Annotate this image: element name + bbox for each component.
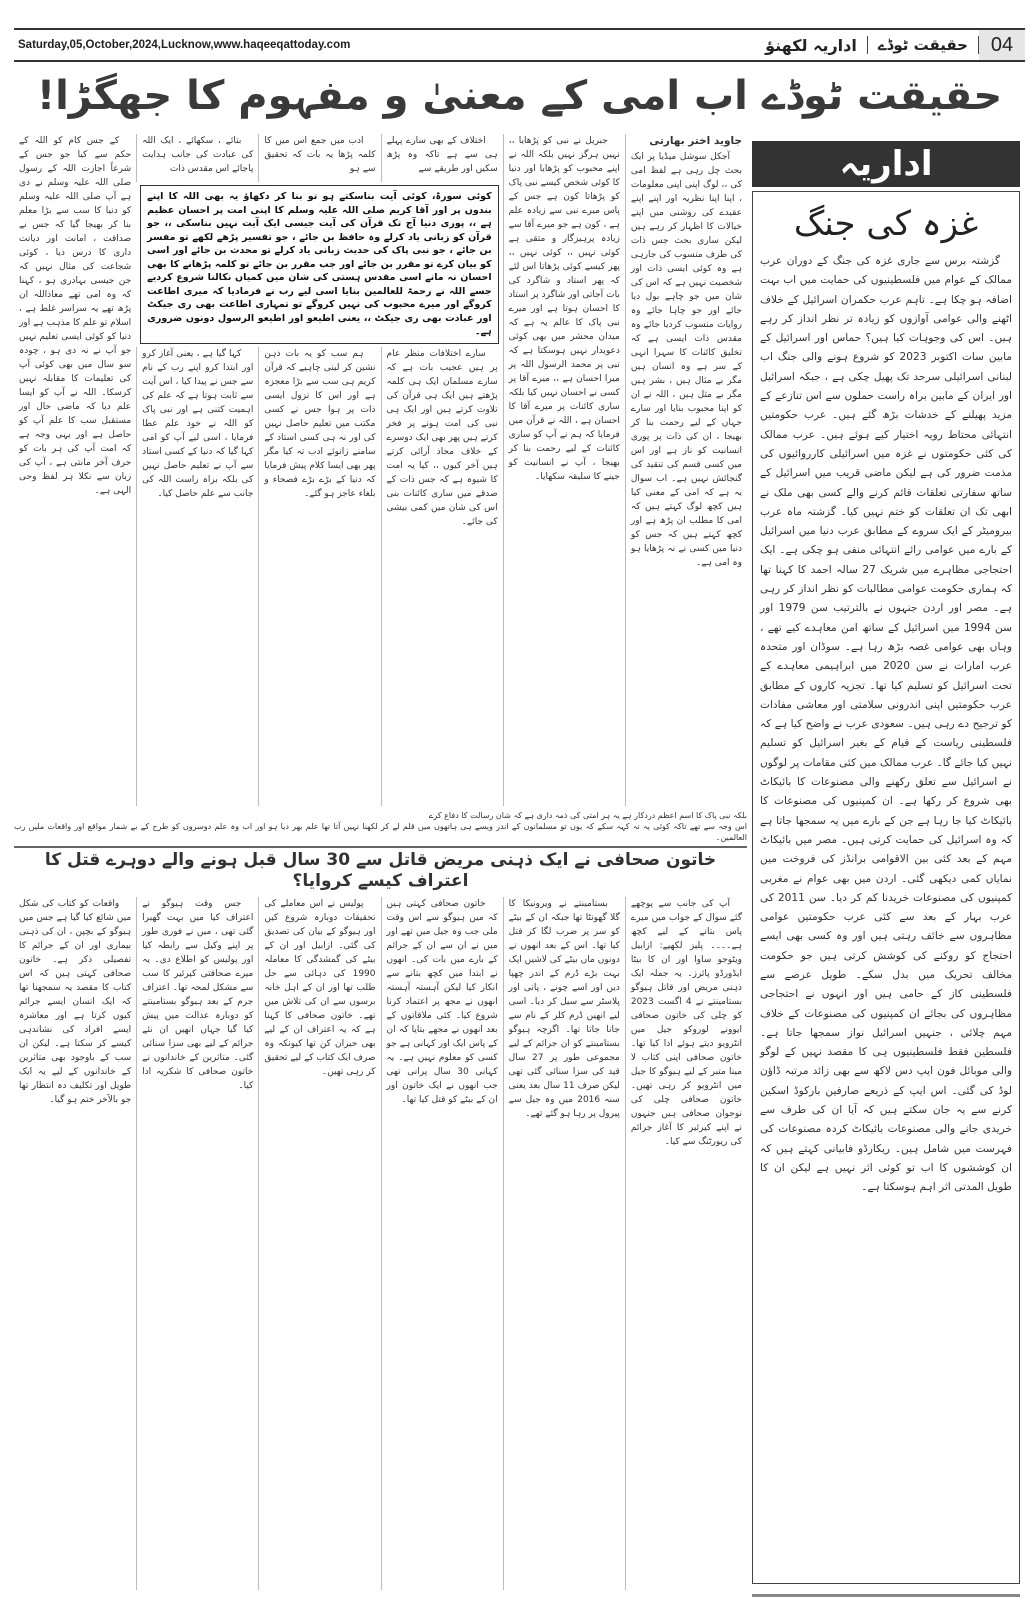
- article-text: سارے اختلافات منظر عام پر ہیں عجیب بات ہے کہ سارے مسلمان ایک ہی کلمہ پڑھتے ہیں ایک ہی قرآن کی تلاوت کرتے ہیں اور ایک ہی نبی کی امت ہونے پر فخر کرتے ہیں پھر بھی ایک دوسرے کے خلاف محاذ آرائی کرتے ہیں آخر کیوں ،، کیا یہ امت کا شیوہ ہے کہ جس ذات کے صدقے میں ساری کائنات بنی اس کی شان میں کمی بیشی کی جائے۔: [386, 348, 498, 527]
- article-column: [381, 897, 503, 1590]
- article-tail-line: اس وجہ سے تھے تاکہ کوئی یہ نہ کہہ سکے کہ یوں تو مسلمانوں کے اندر ویسے ہی ہاتھوں میں قلم لے کر لکھنا نہیں آتا تھا علم بھر دیا ہو اور اب وہ علم دوسروں کو طرح کے بے شمار مواقع اور واقعات ملیں رب العالمین۔: [14, 822, 747, 842]
- section-name: اداریہ لکھنؤ: [765, 35, 857, 55]
- article-column: [625, 134, 747, 806]
- article-column: [381, 347, 503, 807]
- article-text: ہم سب کو یہ بات ذہن نشین کر لینی چاہیے کہ قرآن کریم ہی سب سے بڑا معجزہ ہے اور اس کا نزول ایسی ذات پر ہوا جس نے کسی مکتب میں تعلیم حاصل نہیں کی اور نہ ہی کسی استاد کے سامنے زانوئے ادب تہ کیا مگر پھر بھی ایسا کلام پیش فرمایا کہ دنیا کے بڑے بڑے فصحاء و بلغاء عاجز ہو گئے۔: [264, 348, 376, 499]
- article-text: جس وقت ہیوگو نے اعتراف کیا میں بہت گھبرا گئی تھی ، میں نے فوری طور پر اپنے وکیل سے رابطہ کیا اور پولیس کو اطلاع دی۔ یہ میرے صحافتی کیرئیر کا سب سے مشکل لمحہ تھا۔ اعتراف جرم کے بعد ہیوگو بستامینتے کو دوبارہ عدالت میں پیش کیا گیا جہاں انھیں ان نئے جرائم کے لیے بھی سزا سنائی گئی۔ متاثرین کے خاندانوں نے خاتون صحافی کا شکریہ ادا کیا۔: [142, 899, 254, 1091]
- article-text: خاتون صحافی کہتی ہیں کہ میں ہیوگو سے اس وقت ملی جب وہ جیل میں تھے اور میں نے ان سے ان کے جرائم کے بارے میں بات کی۔ انھوں نے ابتدا میں کچھ بتانے سے انکار کیا لیکن آہستہ آہستہ انھوں نے مجھ پر اعتماد کرنا شروع کیا۔ کئی ملاقاتوں کے بعد انھوں نے مجھے بتایا کہ ان کے پاس ایک اور کہانی ہے جو کسی کو معلوم نہیں ہے۔ یہ کہانی 30 سال پرانی تھی جب انھوں نے ایک خاتون اور ان کے بیٹے کو قتل کیا تھا۔: [386, 899, 498, 1105]
- article-text: واقعات کو کتاب کی شکل میں شائع کیا گیا ہے جس میں ہیوگو کے بچپن ، ان کی ذہنی بیماری اور ان کے جرائم کا تفصیلی ذکر ہے۔ خاتون صحافی کہتی ہیں کہ اس کتاب کا مقصد یہ سمجھنا تھا کہ ایک انسان ایسے جرائم کیوں کرتا ہے اور معاشرہ ایسے افراد کی نشاندہی کیسے کر سکتا ہے۔ لیکن ان سب کے باوجود بھی متاثرین کے خاندانوں کے لیے یہ ایک طویل اور تکلیف دہ انتظار تھا جو بالآخر ختم ہو گیا۔: [19, 899, 132, 1105]
- editorial-title: غزہ کی جنگ: [793, 204, 979, 244]
- section-divider: [14, 846, 747, 848]
- byline: جاوید اختر بھارتی: [649, 135, 742, 147]
- pull-quote-box: کوئی سورۃ، کوئی آیت بناسکتے ہو تو بنا کر دکھاؤ یہ بھی اللہ کا اپنے بندوں پر اور آقا کریم صلی اللہ علیہ وسلم کا اپنی امت پر احسان عظیم ہے ،، پوری دنیا آج تک قرآن کی آیت جیسی ایک آیت نہیں بناسکی ،، جو قرآن کو زبانی یاد کرلے وہ حافظ بن جائے ، جو تفسیر پڑھے لکھے تو مفسر بن جائے ، جو نبی پاک کی حدیث زبانی یاد کرلے تو محدث بن جائے اور اسی کو بیان کرے تو مقرر بن جائے اور جب مقرر بن جائے تو کلمہ پڑھانے کا بھی احسان نہ مانے اسی مقدس ہستی کی شان میں کمیاں نکالنا شروع کردیے جسے اللہ نے رحمۃ للعالمین بنایا اسی لیے رب نے فرمادیا کہ میری اطاعت کروگے اور میرے محبوب کی نہیں کروگے تو تمہاری اطاعت بھی ری جیکٹ اور عبادت بھی ری جیکٹ ،، یعنی اطیعو اور اطیعو الرسول دونوں ضروری ہے۔: [140, 185, 499, 344]
- article-column-top: [136, 134, 258, 182]
- article-text: پولیس نے اس معاملے کی تحقیقات دوبارہ شروع کیں اور ہیوگو کے بیان کی تصدیق کی گئی۔ ازابیل اور ان کے بیٹے کی گمشدگی کا معاملہ 1990 کی دہائی سے حل طلب تھا اور ان کے اہل خانہ برسوں سے ان کی تلاش میں تھے۔ خاتون صحافی کا کہنا ہے کہ یہ اعتراف ان کے لیے بھی حیران کن تھا کیونکہ وہ صرف ایک کتاب کے لیے تحقیق کر رہی تھیں۔: [264, 899, 376, 1077]
- newspaper-logo: حقیقت ٹوڈے: [867, 36, 979, 54]
- article-text: گزشتہ برس سے جاری غزہ کی جنگ کے دوران عرب ممالک کے عوام میں فلسطینیوں کی حمایت میں اب بہت اضافہ ہو چکا ہے۔ تاہم عرب حکمران اسرائیل کے خلاف اٹھنے والی عوامی آوازوں کو زیادہ تر نظر انداز کر رہے ہیں۔ اس کی وجوہات کیا ہیں؟ حماس اور اسرائیل کے مابین سات اکتوبر 2023 کو شروع ہونے والی جنگ اب لبنانی اسرائیلی سرحد تک پھیل چکی ہے ، جبکہ اسرائیل اور ایران کے مابین براہ راست حملوں سے اس تنازعے کے مزید پھیلنے کے خدشات بڑھ گئے ہیں۔ عرب حکومتیں انتہائی محتاط رویہ اختیار کیے ہوئے ہیں۔ عرب ممالک کی کئی حکومتوں نے غزہ میں اسرائیلی کارروائیوں کی مذمت ضرور کی ہے لیکن ماضی قریب میں اسرائیل کے ساتھ سفارتی تعلقات قائم کرنے والے کسی بھی ملک نے ابھی تک ان تعلقات کو ختم نہیں کیا۔ گزشتہ ماہ عرب بیرومیٹر کے ایک سروے کے مطابق عرب دنیا میں اسرائیل کے بارے میں عوامی رائے انتہائی منفی ہو چکی ہے۔ ایک احتجاجی مظاہرے میں شریک 27 سالہ احمد کا کہنا تھا کہ ہماری حکومت عوامی مطالبات کو نظر انداز کر رہی ہے۔ مصر اور اردن جنہوں نے بالترتیب سن 1979 اور سن 1994 میں اسرائیل کے ساتھ امن معاہدے کیے تھے ، وہاں بھی عوامی غصہ بڑھ رہا ہے۔ سوڈان اور متحدہ عرب امارات نے سن 2020 میں ابراہیمی معاہدے کے تحت اسرائیل کو تسلیم کیا تھا۔ تجزیہ کاروں کے مطابق عرب حکومتیں اپنی اندرونی سلامتی اور معاشی مفادات کو ترجیح دے رہی ہیں۔ سعودی عرب نے واضح کیا ہے کہ فلسطینی ریاست کے قیام کے بغیر اسرائیل کو تسلیم نہیں کیا جائے گا۔ عرب ممالک میں کئی مقامات پر لوگوں نے اسرائیل سے تعلق رکھنے والی مصنوعات کا بائیکاٹ بھی شروع کر رکھا ہے۔ ان کمپنیوں کی مصنوعات کا بائیکاٹ کیا جا رہا ہے جن کے بارے میں یہ سمجھا جاتا ہے کہ وہ اسرائیل کی حمایت کرتی ہیں۔ مصر میں بائیکاٹ مہم کے بعد کئی بین الاقوامی برانڈز کی فروخت میں نمایاں کمی دیکھی گئی۔ اردن میں بھی عوام نے مغربی کمپنیوں کی مصنوعات خریدنا کم کر دیا۔ سن 2011 کی عرب بہار کے بعد سے کئی عرب حکومتیں عوامی مظاہروں سے خائف رہتی ہیں اور وہ کسی بھی ایسے احتجاج کو روکنے کی کوشش کرتی ہیں جو حکومت مخالف تحریک میں بدل سکے۔ طویل عرصے سے فلسطینی کاز کے حامی ہیں اور انہوں نے احتجاجی مظاہروں کی بجائے ان کمپنیوں کی مصنوعات کے خلاف مہم چلائی ، جنہیں اسرائیل نواز سمجھا جاتا ہے۔ فلسطین فقط فلسطینیوں ہی کا مقصد نہیں کے لوگو والی موبائل فون ایپ دس لاکھ سے بھی زائد مرتبہ ڈاؤن لوڈ کی گئی۔ اس ایپ کے ذریعے صارفین بارکوڈ اسکین کرنے سے یہ جان سکتے ہیں کہ آیا ان کی طرف سے خریدی جانے والی مصنوعات بائیکاٹ کردہ مصنوعات کی فہرست میں شامل ہیں۔ ریکارڈو فابیانی کہتے ہیں کہ ان کوششوں کا اب تو کوئی اثر نہیں ہے لیکن ان کا طویل المدتی اثر اہم ہوسکتا ہے۔: [760, 255, 1013, 1194]
- dateline: Saturday,05,October,2024,Lucknow,www.haqeeqattoday.com: [18, 39, 351, 51]
- main-headline: حقیقت ٹوڈے اب امی کے معنیٰ و مفہوم کا جھگڑا!: [36, 73, 1003, 119]
- top-article: [14, 134, 747, 806]
- article-text: کہا گیا ہے ، یعنی آغاز کرو اور ابتدا کرو اپنے رب کے نام سے جس نے پیدا کیا ، اس آیت سے ثابت ہوتا ہے کہ علم کی اہمیت کتنی ہے اور نبی پاک کو اللہ نے خود علم عطا فرمایا ، اسی لیے آپ کو امی کہا گیا کہ دنیا کے کسی استاد سے آپ نے تعلیم حاصل نہیں کی بلکہ براہ راست اللہ کی جانب سے علم حاصل کیا۔: [142, 348, 254, 499]
- page-number: 04: [979, 30, 1025, 60]
- editorial-box: [752, 191, 1020, 1584]
- article-text: بتائے ، سکھائے ، ایک اللہ کی عبادت کی جانب ہدایت پاجائے اس مقدس ذات: [142, 136, 254, 174]
- second-article: [14, 897, 747, 1590]
- article-column-top: [258, 134, 380, 182]
- article-text: اختلاف کے بھی سارے پہلے ہی سے ہے تاکہ وہ پڑھ سکیں اور طریقے سے: [386, 136, 498, 174]
- article-text: بستامینتے نے ویرونیکا کا گلا گھونٹا تھا جبکہ ان کے بیٹے کو سر پر ضرب لگا کر قتل کیا تھا۔ اس کے بعد انھوں نے دونوں ماں بیٹے کی لاشیں ایک بہت بڑے ڈرم کے اندر چھپا دیں اور اسے چونے ، پانی اور پلاسٹر سے سیل کر دیا۔ اسی لیے انھیں ڈرم کلر کے نام سے جانا جاتا تھا۔ اگرچہ ہیوگو بستامینتے کو ان جرائم کے لیے مجموعی طور پر 27 سال قید کی سزا سنائی گئی تھی لیکن صرف 11 سال بعد یعنی سنہ 2016 میں وہ جیل سے پیرول پر رہا ہو گئے تھے۔: [508, 899, 620, 1119]
- article-text: ادب میں جمع اس میں کا کلمہ پڑھا یہ بات کہ تحقیق سے ہو: [264, 136, 376, 174]
- page-header: [14, 30, 1025, 62]
- article-text: جبریل نے نبی کو پڑھایا ،، نہیں ہرگز نہیں بلکہ اللہ نے اپنے محبوب کو پڑھایا اور دنیا کا کوئی شخص کیسے نبی پاک کو پڑھاتا کون ہے جس کے پاس میرے نبی سے زیادہ علم ہے ، کون ہے جو میرے آقا سے زیادہ پرہیزگار و متقی ہے کوئی نہیں ،، کوئی نہیں ،، پھر کیسے کوئی پڑھاتا اس لئے کہ پھر استاد و شاگرد کی بات آجاتی اور شاگرد پر استاد کا احسان ہوتا ہے اور میرے نبی پاک کا عالم یہ ہے کہ میدان محشر میں بھی کوئی دعویدار نہیں ہوسکتا ہے کہ نبی پر محمد الرسول اللہ پر میرا احسان ہے ،، میرے آقا پر کسی نے احسان نہیں کیا بلکہ ساری کائنات پر میرے آقا کا احسان ہے ، اللہ نے قرآن میں فرمایا کہ ہم نے آپ کو ساری کائنات کے لیے رحمت بنا کر بھیجا ، آپ نے انسانیت کو جینے کا سلیقہ سکھایا۔: [508, 136, 620, 482]
- second-headline: خاتون صحافی نے ایک ذہنی مریض قاتل سے 30 سال قبل ہونے والے دوہرے قتل کا اعتراف کیسے کروایا؟: [44, 850, 717, 891]
- article-text: آپ کی جانب سے پوچھے گئے سوال کے جواب میں میرے پاس بتانے کے لیے کچھ ہے۔۔۔۔ پلیز لکھیے: ازابیل ویٹوجو ساوا اور ان کا بیٹا ایڈورڈو پائرز۔ یہ جملہ ایک ذہنی مریض اور قاتل ہیوگو بستامینتے نے 4 اگست 2023 کو چلی کی خاتون صحافی ایوونے لوروکو جیل میں انٹرویو دیتے ہوئے ادا کیا تھا۔ خاتون صحافی اپنی کتاب لا مینا متبر کے لیے ہیوگو کا جیل میں انٹرویو کر رہی تھیں۔ خاتون صحافی چلی کی نوجوان صحافی ہیں جنہوں نے اپنے کیرئیر کا آغاز جرائم کی رپورٹنگ سے کیا۔: [630, 899, 742, 1147]
- article-text: آجکل سوشل میڈیا پر ایک بحث چل رہی ہے لفظ امی کی ،، لوگ اپنی اپنی معلومات ، اپنا اپنا نظریہ اور اپنے اپنے عقیدے کی روشنی میں اپنے خیالات کا اظہار کر رہے ہیں لیکن ساری بحث جس ذات کی طرف منسوب کی جارہی ہے وہ کوئی ایسی ذات اور شخصیت نہیں ہے کہ اس کی شان میں جو چاہے بول دیا جائے اور جو چاہا جائے وہ روایات منسوب کردیا جائے وہ مقدس ذات ایسی ہے کہ تخلیق کائنات کا سہرا انہی کے سر ہے وہ انسان ہیں مگر بے مثال ہیں ، بشر ہیں مگر بے مثل ہیں ، اللہ نے ان کو اپنا محبوب بنایا اور سارے جہاں کے لیے رحمت بنا کر بھیجا ، ان کی ذات پر پوری انسانیت کو ناز ہے اور اس میں کسی قسم کی تنقید کی گنجائش نہیں ہے۔ اب سوال یہ ہے کہ امی کے معنی کیا ہیں کچھ لوگ کہتے ہیں کہ امی کا مطلب ان پڑھ ہے اور کچھ کہتے ہیں کہ جس کو دنیا میں کسی نے نہ پڑھایا ہو وہ امی ہے۔: [630, 152, 742, 568]
- article-tail-line: بلکہ نبی پاک کا اسم اعظم دردکار ہے یہ ہر امتی کی ذمہ داری ہے کہ شان رسالت کا دفاع کرے: [428, 811, 747, 820]
- article-column: [503, 897, 625, 1590]
- article-column: [258, 347, 380, 807]
- editorial-body: [760, 252, 1012, 1198]
- article-column: [136, 897, 258, 1590]
- editorial-column: [752, 141, 1020, 1588]
- article-column: [503, 134, 625, 806]
- editorial-banner: اداریہ: [752, 141, 1020, 187]
- article-column: [258, 897, 380, 1590]
- article-tail: [14, 810, 747, 843]
- article-column: [14, 134, 136, 806]
- article-column: [625, 897, 747, 1590]
- article-column: [14, 897, 136, 1590]
- article-text: کے جس کام کو اللہ کے حکم سے کیا جو جس کے شرعاً اجازت اللہ کے رسول صلی اللہ علیہ وسلم نے دی ہے آپ صلی اللہ علیہ وسلم کو دنیا کا سب سے بڑا معلم بنا کر بھیجا گیا کہ جس نے صداقت ، امانت اور دیانت داری کا درس دیا ، کوئی شجاعت کی مثال نہیں کہ جن جیسی بہادری ہو ، کہنا کہ وہ امی تھے معاذاللہ ان پڑھ تھے یہ سراسر غلط ہے ، اسلام تو علم کا مذہب ہے اور دنیا کو کوئی ایسی تعلیم نہیں جو آپ نے نہ دی ہو ، چودہ سو سال میں بھی کوئی آپ کی تعلیمات کا مقابلہ نہیں کرسکا۔ اللہ نے آپ کو ایسا علم دیا کہ ماضی حال اور مستقبل سب کا علم آپ کو حاصل ہے اور یہی وجہ ہے کہ امت آپ کی ہر بات کو حرف آخر مانتی ہے ، آپ کی زبان سے نکلا ہر لفظ وحی الہی ہے۔: [19, 136, 132, 496]
- bottom-rule: [752, 1594, 1020, 1597]
- article-column: [136, 347, 258, 807]
- article-column-top: [381, 134, 503, 182]
